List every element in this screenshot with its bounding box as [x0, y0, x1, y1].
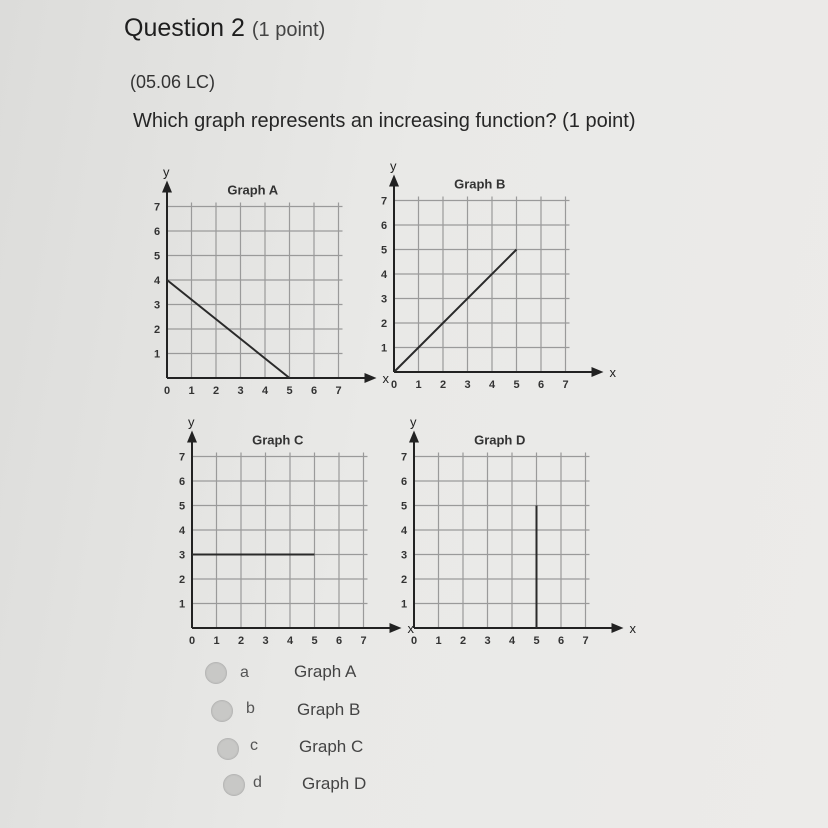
- graph-b-y-arrow: [389, 175, 399, 187]
- graph-d-x-tick: 6: [557, 635, 565, 647]
- graph-a-y-tick: 4: [153, 275, 161, 287]
- option-b-letter: b: [246, 700, 255, 717]
- graph-a-x-label: x: [382, 371, 389, 386]
- graph-b: [362, 152, 616, 402]
- graph-d-x-tick: 0: [410, 635, 418, 647]
- question-points: (1 point): [251, 19, 326, 41]
- graph-b-x-tick: 6: [537, 379, 545, 391]
- option-c-radio[interactable]: [217, 738, 239, 760]
- graph-d-x-tick: 5: [533, 635, 540, 647]
- option-d-radio[interactable]: [223, 774, 245, 796]
- graph-d-x-tick: 3: [484, 635, 491, 647]
- graph-a-y-tick: 2: [153, 324, 161, 336]
- graph-a-x-tick: 4: [261, 385, 269, 397]
- graph-c-y-tick: 4: [178, 525, 186, 537]
- option-b-radio[interactable]: [211, 700, 233, 722]
- graph-b-y-tick: 5: [380, 244, 388, 257]
- graph-c-y-tick: 3: [178, 549, 186, 562]
- graph-a-y-tick: 7: [153, 201, 161, 214]
- graph-a-x-tick: 5: [286, 385, 293, 397]
- option-a-label[interactable]: Graph A: [294, 662, 357, 681]
- option-c-letter: c: [250, 737, 258, 754]
- option-c[interactable]: [217, 738, 239, 760]
- graph-a-y-arrow: [162, 181, 172, 193]
- graph-b-title: Graph B: [454, 176, 506, 192]
- option-a-letter: a: [240, 664, 249, 681]
- graph-b-x-tick: 1: [415, 379, 422, 391]
- option-a-radio[interactable]: [205, 662, 227, 684]
- graph-d-y-label: y: [410, 414, 417, 430]
- graph-a-y-tick: 1: [153, 348, 161, 361]
- graph-c-y-tick: 6: [178, 476, 186, 488]
- graph-d-y-tick: 1: [400, 598, 408, 611]
- option-b[interactable]: [211, 700, 233, 722]
- graph-c-x-tick: 4: [286, 635, 294, 647]
- graph-b-y-tick: 6: [380, 220, 388, 232]
- graph-a-svg: [135, 158, 389, 408]
- graph-a-y-tick: 6: [153, 226, 161, 238]
- graph-d-x-tick: 7: [582, 635, 589, 647]
- graph-a-y-tick: 3: [153, 299, 161, 312]
- graph-a-x-tick: 2: [212, 385, 220, 397]
- question-text: Which graph represents an increasing function? (1 point): [133, 110, 636, 132]
- graph-c-x-tick: 0: [188, 635, 196, 647]
- graph-b-svg: [362, 152, 616, 402]
- graph-b-x-tick: 5: [513, 379, 520, 391]
- graph-d-x-tick: 1: [435, 635, 442, 647]
- graph-b-y-tick: 1: [380, 342, 388, 355]
- option-a[interactable]: [205, 662, 227, 684]
- question-title: Question 2: [124, 14, 245, 42]
- graph-c-x-tick: 5: [311, 635, 318, 647]
- graph-b-x-tick: 4: [488, 379, 496, 391]
- graph-a-x-tick: 1: [188, 385, 195, 397]
- graph-a-x-tick: 3: [237, 385, 244, 397]
- graph-c-y-arrow: [187, 431, 197, 443]
- graph-b-y-label: y: [390, 158, 397, 174]
- graph-c-x-tick: 3: [262, 635, 269, 647]
- graph-c-y-tick: 5: [178, 500, 186, 513]
- graph-c-title: Graph C: [252, 432, 304, 448]
- graph-b-x-tick: 0: [390, 379, 398, 391]
- graph-d-y-tick: 2: [400, 574, 408, 586]
- option-b-label[interactable]: Graph B: [297, 700, 361, 719]
- graph-d-y-tick: 4: [400, 525, 408, 537]
- graph-a-y-tick: 5: [153, 250, 161, 263]
- option-d[interactable]: [223, 774, 245, 796]
- graph-a-y-label: y: [163, 164, 170, 180]
- graph-b-x-label: x: [609, 365, 616, 380]
- option-c-label[interactable]: Graph C: [299, 737, 364, 756]
- graph-a-x-tick: 6: [310, 385, 318, 397]
- graph-a-x-tick: 7: [335, 385, 342, 397]
- option-d-label[interactable]: Graph D: [302, 774, 367, 793]
- graph-d-y-tick: 5: [400, 500, 408, 513]
- graph-b-x-tick: 7: [562, 379, 569, 391]
- graph-c-x-tick: 2: [237, 635, 245, 647]
- graph-d-y-arrow: [409, 431, 419, 443]
- graph-c-x-tick: 6: [335, 635, 343, 647]
- graph-d-x-arrow: [612, 623, 624, 633]
- graph-d-y-tick: 7: [400, 451, 408, 464]
- graph-a: [135, 158, 389, 408]
- question-code: (05.06 LC): [130, 72, 216, 92]
- graph-d-y-tick: 3: [400, 549, 408, 562]
- option-d-letter: d: [253, 774, 262, 791]
- graph-c-svg: [160, 408, 414, 658]
- graph-d-svg: [382, 408, 636, 658]
- graph-d-x-tick: 4: [508, 635, 516, 647]
- graph-b-y-tick: 7: [380, 195, 388, 208]
- graph-c-y-tick: 1: [178, 598, 186, 611]
- graph-c-y-tick: 2: [178, 574, 186, 586]
- graph-b-y-tick: 4: [380, 269, 388, 281]
- graph-a-title: Graph A: [227, 182, 279, 198]
- graph-b-data-line: [394, 250, 517, 373]
- graph-b-y-tick: 3: [380, 293, 388, 306]
- question-header: [124, 14, 325, 43]
- graph-d-title: Graph D: [474, 432, 526, 448]
- graph-c-x-label: x: [407, 621, 414, 636]
- graph-c: [160, 408, 414, 658]
- graph-b-x-arrow: [592, 367, 604, 377]
- graph-b-x-tick: 2: [439, 379, 447, 391]
- graph-c-y-label: y: [188, 414, 195, 430]
- graph-d-y-tick: 6: [400, 476, 408, 488]
- graph-b-y-tick: 2: [380, 318, 388, 330]
- graph-c-x-tick: 1: [213, 635, 220, 647]
- graph-d-x-tick: 2: [459, 635, 467, 647]
- graph-d: [382, 408, 636, 658]
- graph-a-x-tick: 0: [163, 385, 171, 397]
- graph-d-x-label: x: [629, 621, 636, 636]
- graph-c-y-tick: 7: [178, 451, 186, 464]
- graph-c-x-tick: 7: [360, 635, 367, 647]
- graph-b-x-tick: 3: [464, 379, 471, 391]
